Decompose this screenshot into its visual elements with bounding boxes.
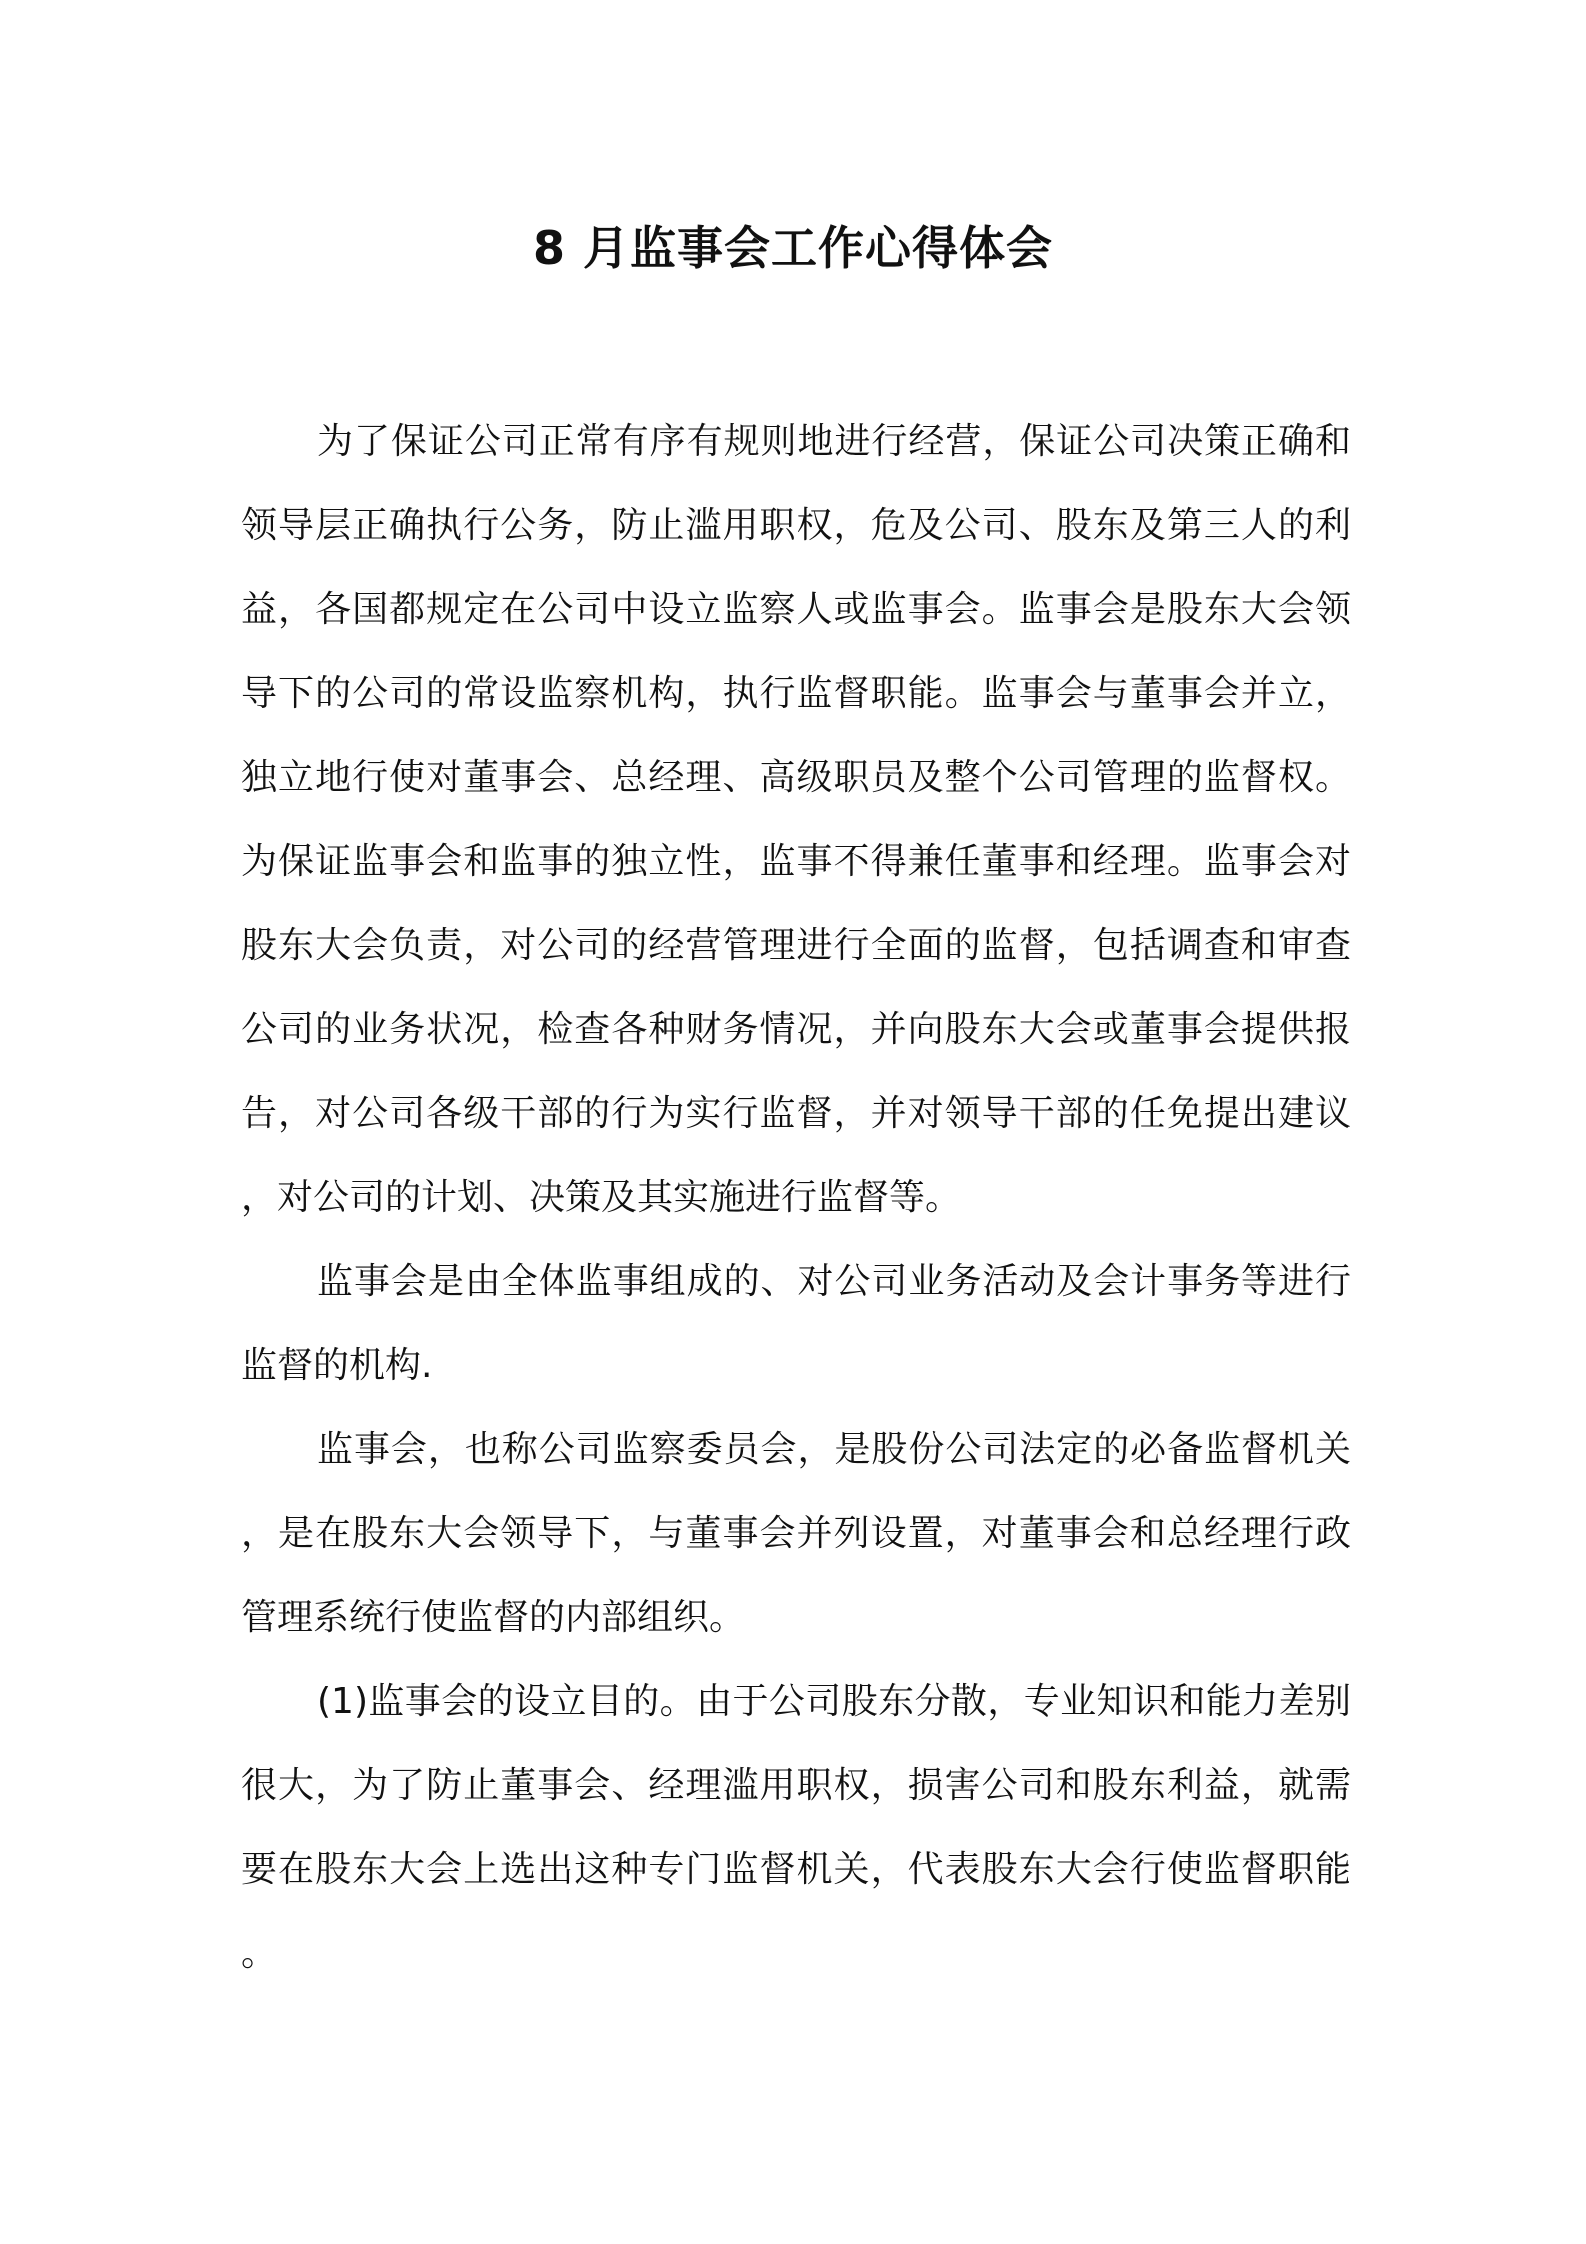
paragraph-1: 为了保证公司正常有序有规则地进行经营，保证公司决策正确和领导层正确执行公务，防止滥用职权，危及公司、股东及第三人的利益，各国都规定在公司中设立监察人或监事会。监事会是股东大会领导下的公司的常设监察机构，执行监督职能。监事会与董事会并立，独立地行使对董事会、总经理、高级职员及整个公司管理的监督权。为保证监事会和监事的独立性，监事不得兼任董事和经理。监事会对股东大会负责，对公司的经营管理进行全面的监督，包括调查和审查公司的业务状况，检查各种财务情况，并向股东大会或董事会提供报告，对公司各级干部的行为实行监督，并对领导干部的任免提出建议，对公司的计划、决策及其实施进行监督等。 [241,421,1351,1218]
paragraph-3: 监事会，也称公司监察委员会，是股份公司法定的必备监督机关，是在股东大会领导下，与董事会并列设置，对董事会和总经理行政管理系统行使监督的内部组织。 [241,1429,1351,1638]
paragraph-4: (1)监事会的设立目的。由于公司股东分散，专业知识和能力差别很大，为了防止董事会、经理滥用职权，损害公司和股东利益，就需要在股东大会上选出这种专门监督机关，代表股东大会行使监督职能。 [241,1681,1351,1974]
paragraph-2: 监事会是由全体监事组成的、对公司业务活动及会计事务等进行监督的机构. [241,1261,1351,1386]
document-body [241,400,1351,1996]
document-title: 8 月监事会工作心得体会 [532,221,1054,275]
